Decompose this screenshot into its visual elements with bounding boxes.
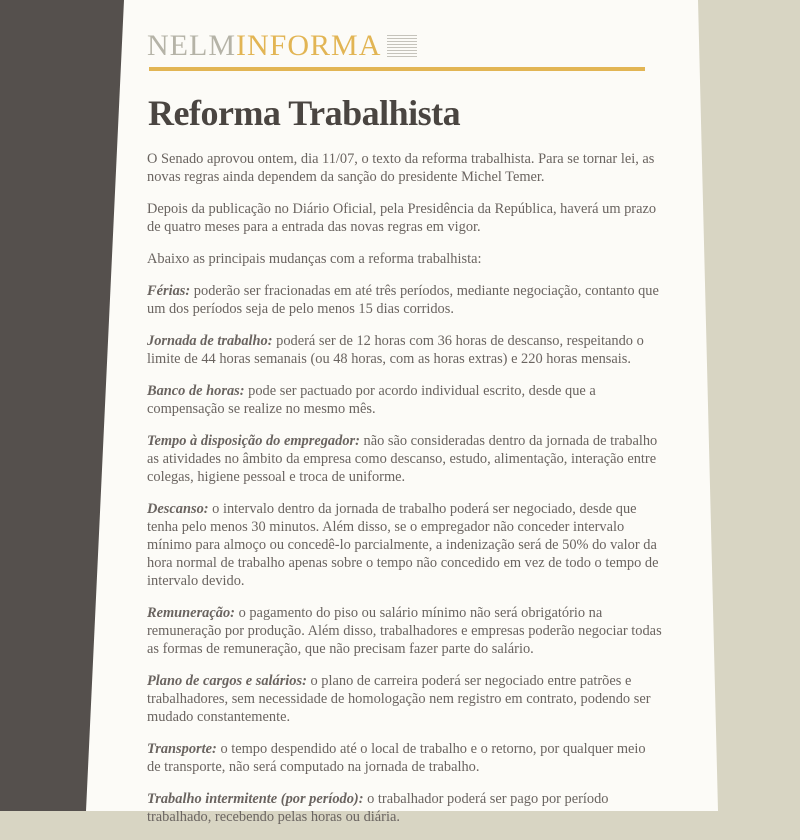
intro-paragraph: Abaixo as principais mudanças com a reforma trabalhista:: [147, 251, 482, 267]
change-item-remuneracao: [147, 604, 662, 658]
change-item-ferias: [147, 282, 662, 318]
item-term: Trabalho intermitente (por período):: [147, 791, 364, 807]
change-item-jornada: [147, 332, 662, 368]
change-item-banco-horas: [147, 382, 662, 418]
item-term: Descanso:: [147, 501, 209, 517]
article-body: [147, 150, 662, 840]
masthead-rule: [149, 67, 645, 71]
item-term: Plano de cargos e salários:: [147, 673, 307, 689]
item-term: Banco de horas:: [147, 383, 245, 399]
change-item-transporte: [147, 740, 662, 776]
item-text: o tempo despendido até o local de trabalho e o retorno, por qualquer meio de transporte, não será computado na jornada de trabalho.: [147, 741, 646, 775]
item-text: não são consideradas dentro da jornada de trabalho as atividades no âmbito da empresa como descanso, estudo, alimentação, interação entre colegas, higiene pessoal e troca de uniforme.: [147, 433, 658, 485]
item-text: o plano de carreira poderá ser negociado entre patrões e trabalhadores, sem necessidade de homologação nem registro em contrato, podendo ser mudado constantemente.: [147, 673, 651, 725]
item-term: Tempo à disposição do empregador:: [147, 433, 360, 449]
masthead-part2: INFORMA: [236, 29, 382, 62]
change-item-descanso: [147, 500, 662, 590]
change-item-trabalho-intermitente: [147, 790, 662, 826]
item-text: o intervalo dentro da jornada de trabalho poderá ser negociado, desde que tenha pelo menos 30 minutos. Além disso, se o empregador não conceder intervalo mínimo para almoço ou concedê-lo parcialmente, a indenização será de 50% do valor da hora normal de trabalho apenas sobre o tempo não concedido em vez de todo o tempo de intervalo devido.: [147, 501, 659, 589]
item-text: o trabalhador poderá ser pago por período trabalhado, recebendo pelas horas ou diária.: [147, 791, 609, 825]
item-text: poderá ser de 12 horas com 36 horas de descanso, respeitando o limite de 44 horas semanais (ou 48 horas, com as horas extras) e 220 horas mensais.: [147, 333, 644, 367]
change-item-tempo-disposicao: [147, 432, 662, 486]
masthead-part1: NELM: [147, 29, 236, 62]
item-text: poderão ser fracionadas em até três períodos, mediante negociação, contanto que um dos períodos seja de pelo menos 15 dias corridos.: [147, 283, 659, 317]
item-term: Remuneração:: [147, 605, 235, 621]
newspaper-lines-icon: [387, 35, 417, 57]
item-term: Jornada de trabalho:: [147, 333, 273, 349]
item-text: o pagamento do piso ou salário mínimo não será obrigatório na remuneração por produção. Além disso, trabalhadores e empresas poderão negociar todas as formas de remuneração, que não precisam fazer parte do salário.: [147, 605, 662, 657]
item-text: pode ser pactuado por acordo individual escrito, desde que a compensação se realize no mesmo mês.: [147, 383, 596, 417]
change-item-plano-cargos: [147, 672, 662, 726]
intro-paragraph: O Senado aprovou ontem, dia 11/07, o texto da reforma trabalhista. Para se tornar lei, as novas regras ainda dependem da sanção do presidente Michel Temer.: [147, 151, 655, 185]
item-term: Férias:: [147, 283, 191, 299]
intro-paragraph: Depois da publicação no Diário Oficial, pela Presidência da República, haverá um prazo de quatro meses para a entrada das novas regras em vigor.: [147, 201, 657, 235]
masthead-logo: [147, 30, 417, 62]
page-title: Reforma Trabalhista: [148, 93, 461, 133]
item-term: Transporte:: [147, 741, 217, 757]
